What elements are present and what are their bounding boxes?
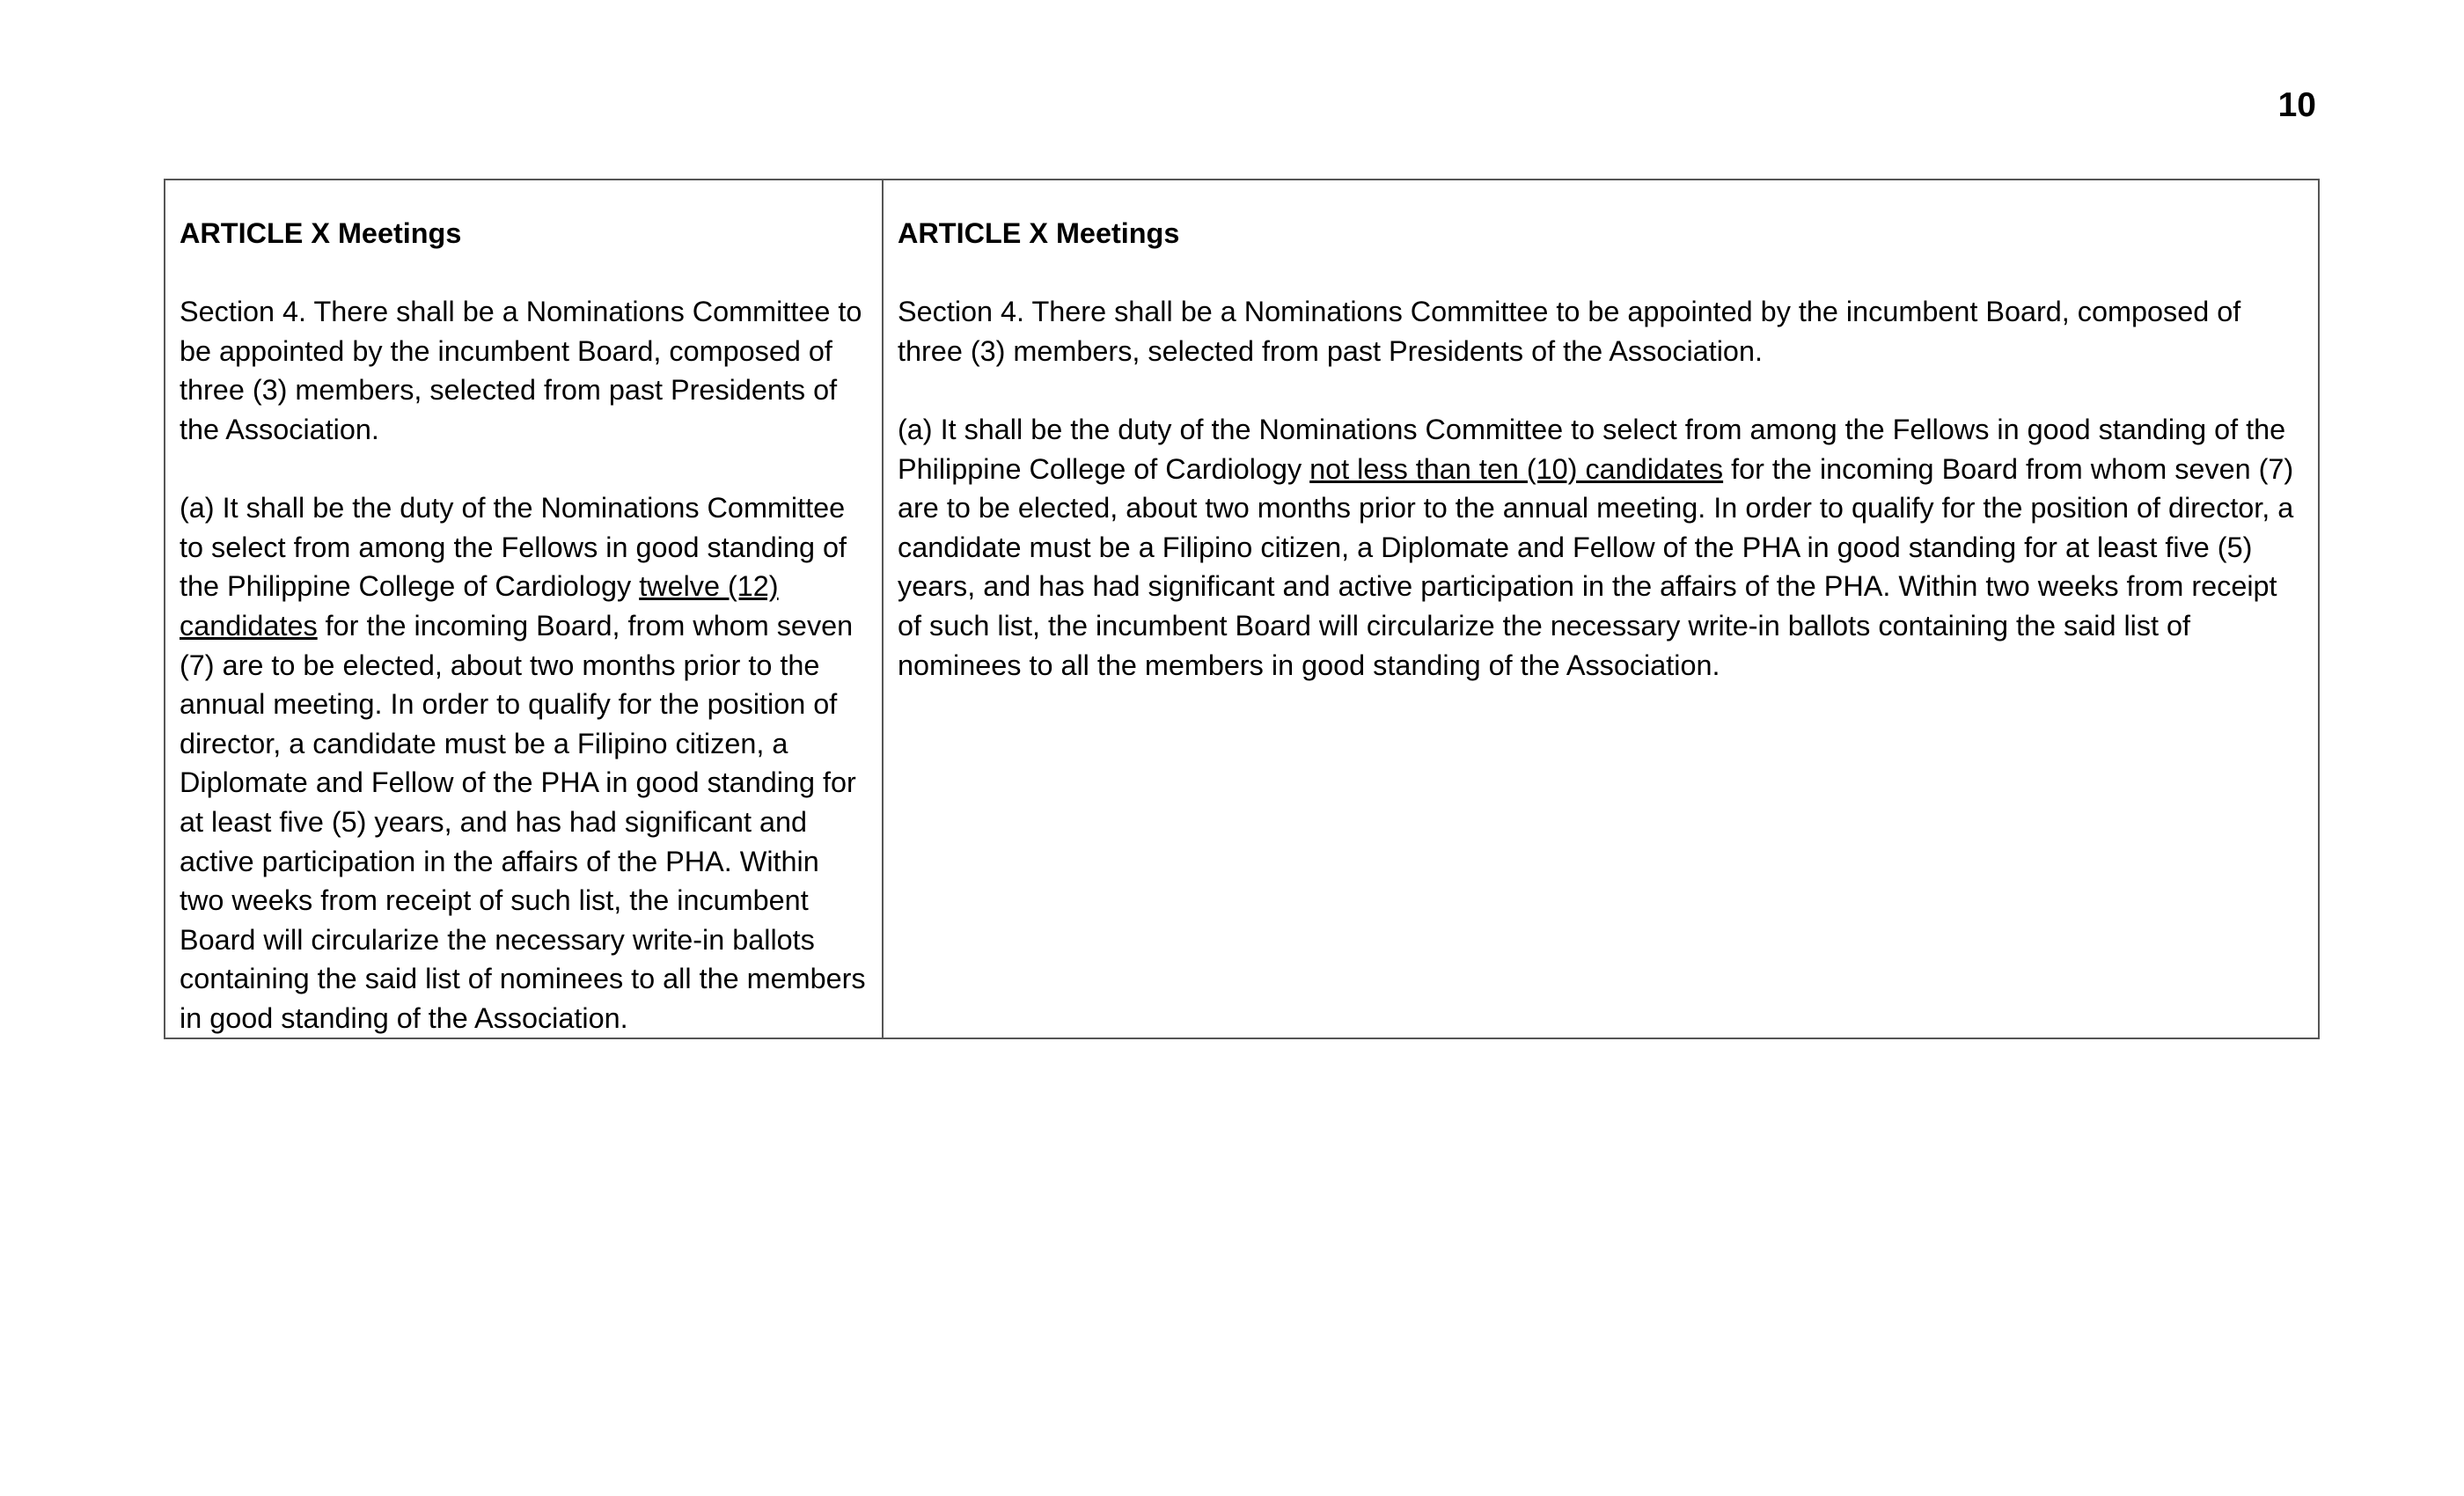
right-paragraph-a-text-after: for the incoming Board from whom seven (7) are to be elected, about two months prior to the annual meeting. In order to qualify for the position of director, a candidate must be a Filipino citizen, a Diplomate and Fellow of the PHA in good standing for at least five (5) years, and has had significant and active participation in the affairs of the PHA. Within two weeks from receipt of such list, the incumbent Board will circularize the necessary write-in ballots containing the said list of nominees to all the members in good standing of the Association. bbox=[898, 452, 2294, 681]
left-paragraph-a bbox=[180, 488, 868, 1038]
left-section-4: Section 4. There shall be a Nominations Committee to be appointed by the incumbent Board, composed of three (3) members, selected from past Presidents of the Association. bbox=[180, 296, 862, 445]
left-column bbox=[165, 180, 884, 1038]
left-paragraph-a-underlined: twelve (12) candidates bbox=[180, 570, 779, 642]
left-paragraph-a-text-after: for the incoming Board, from whom seven (7) are to be elected, about two months prior to the annual meeting. In order to qualify for the position of director, a candidate must be a Filipino citizen, a Diplomate and Fellow of the PHA in good standing for at least five (5) years, and has had significant and active participation in the affairs of the PHA. Within two weeks from receipt of such list, the incumbent Board will circularize the necessary write-in ballots containing the said list of nominees to all the members in good standing of the Association. bbox=[180, 609, 866, 1034]
right-paragraph-a bbox=[898, 410, 2304, 685]
right-paragraph-a-text-before: (a) It shall be the duty of the Nominations Committee to select from among the Fellows in good standing of the Philippine College of Cardiology bbox=[898, 413, 2286, 485]
right-article-heading: ARTICLE X Meetings bbox=[898, 217, 1180, 249]
right-section-4: Section 4. There shall be a Nominations Committee to be appointed by the incumbent Board, composed of three (3) members, selected from past Presidents of the Association. bbox=[898, 296, 2241, 367]
comparison-table bbox=[164, 179, 2320, 1039]
right-paragraph-a-underlined: not less than ten (10) candidates bbox=[1309, 452, 1724, 485]
left-paragraph-a-text-before: (a) It shall be the duty of the Nominations Committee to select from among the Fellows in good standing of the Philippine College of Cardiology bbox=[180, 492, 847, 603]
left-article-heading: ARTICLE X Meetings bbox=[180, 217, 462, 249]
page-number: 10 bbox=[2277, 86, 2316, 124]
right-column bbox=[884, 180, 2318, 1038]
